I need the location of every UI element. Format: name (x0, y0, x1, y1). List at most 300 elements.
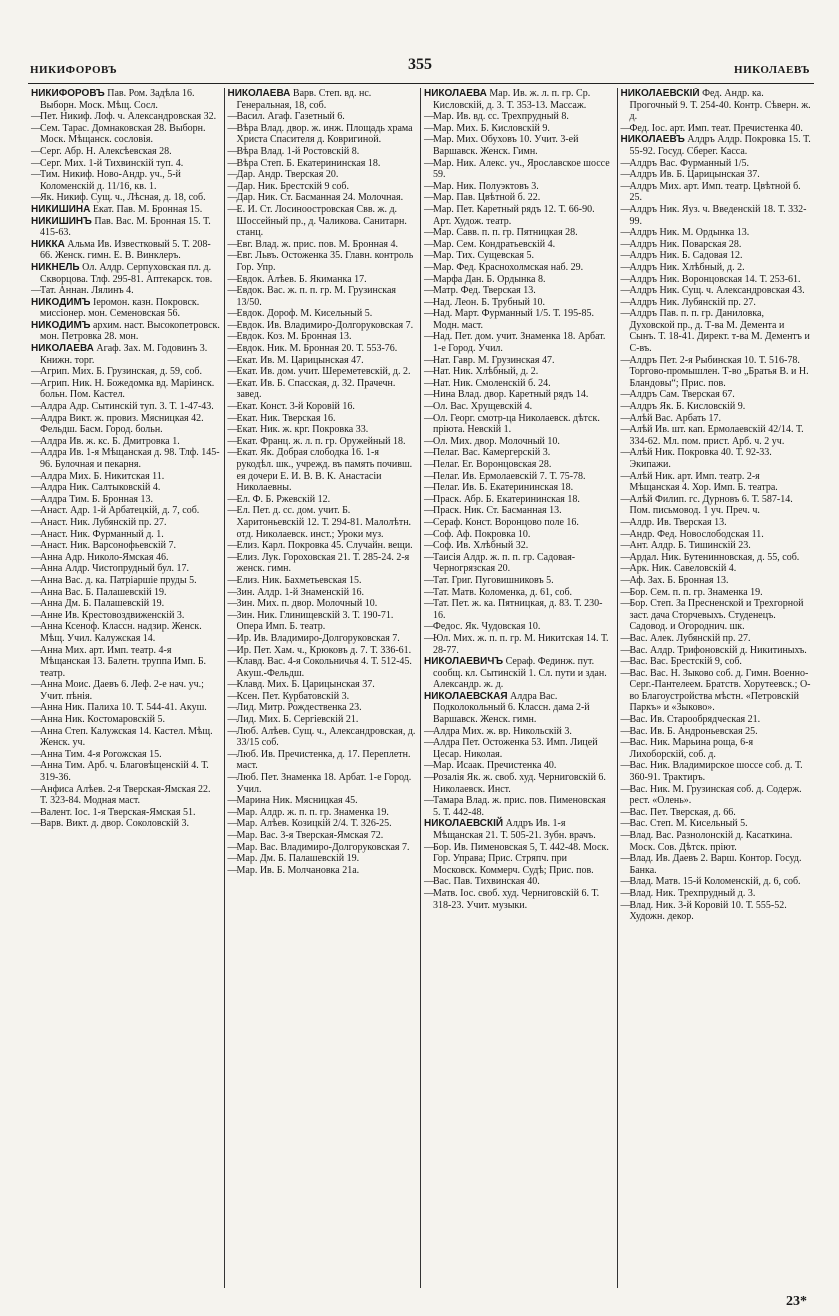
directory-entry (228, 552, 418, 575)
entry-text: Алѣй Ник. арт. Имп. театр. 2-я Мѣщанская 4. Хор. Имп. Б. театра. (629, 470, 778, 494)
entry-text: Праск. Ник. Ст. Басманная 13. (433, 505, 562, 517)
ditto-dash: — (620, 528, 631, 540)
entry-text: Вас. Ник. Владимирское шоссе соб. д. Т. 360-91. Трактиръ. (629, 760, 803, 784)
directory-entry (228, 807, 418, 819)
ditto-dash: — (620, 273, 631, 285)
ditto-dash: — (227, 343, 238, 355)
ditto-dash: — (620, 227, 631, 239)
directory-entry (228, 436, 418, 448)
entry-text: Алдръ Ник. Лубянскій пр. 27. (629, 296, 756, 308)
directory-entry (31, 366, 221, 378)
entry-text: Алдръ Ник. Поварская 28. (629, 238, 742, 250)
entry-text: Марфа Дан. Б. Ордынка 8. (433, 273, 546, 285)
directory-entry (424, 111, 614, 123)
directory-entry (424, 540, 614, 552)
directory-entry (621, 88, 812, 123)
ditto-dash: — (227, 435, 238, 447)
entry-text: Варв. Степ. вд. нс. Генеральная, 18, соб. (236, 88, 372, 111)
entry-text: Клавд. Мих. Б. Царицынская 37. (236, 679, 375, 691)
ditto-dash: — (227, 354, 238, 366)
ditto-dash: — (31, 621, 41, 633)
directory-entry (424, 181, 614, 193)
ditto-dash: — (424, 586, 434, 598)
ditto-dash: — (227, 273, 238, 285)
directory-entry (621, 355, 812, 390)
entry-text: Алѣй Вас. Арбать 17. (629, 412, 721, 424)
entry-text: Влад. Матв. 15-й Коломенскій, д. 6, соб. (629, 876, 801, 888)
entry-text: Фед. Андр. ка. Прогочный 9. Т. 254-40. Контр. Сѣверн. ж. д. (629, 88, 811, 123)
entry-text: Алѣй Ник. Покровка 40. Т. 92-33. Экипажи. (629, 447, 772, 470)
directory-entry (424, 621, 614, 633)
entry-text: Алдръ Ник. Хлѣбный, д. 2. (629, 261, 745, 273)
page-header (30, 56, 810, 78)
directory-entry (228, 842, 418, 854)
ditto-dash: — (31, 540, 41, 552)
directory-entry (621, 262, 812, 274)
directory-entry (228, 598, 418, 610)
ditto-dash: — (424, 377, 434, 389)
directory-entry (31, 621, 221, 644)
entry-text: Ант. Алдр. Б. Тишинскій 23. (629, 540, 751, 552)
ditto-dash: — (424, 621, 434, 633)
ditto-dash: — (620, 157, 631, 169)
directory-entry (31, 679, 221, 702)
entry-text: Вас. Ник. М. Грузинская соб. д. Содерж. рест. «Олень». (629, 783, 802, 807)
ditto-dash: — (227, 111, 238, 123)
ditto-dash: — (424, 725, 434, 737)
directory-entry (228, 204, 418, 239)
ditto-dash: — (31, 505, 41, 517)
ditto-dash: — (424, 540, 434, 552)
ditto-dash: — (227, 551, 238, 563)
directory-entry (228, 250, 418, 273)
ditto-dash: — (227, 250, 238, 262)
ditto-dash: — (424, 227, 434, 239)
entry-surname: НИККА (31, 238, 65, 250)
entry-text: Мар. Мих. Обуховъ 10. Учит. 3-ей Варшавск. Женск. Гимн. (433, 134, 579, 157)
entry-text: Алдръ Мих. арт. Имп. театр. Цвѣтной б. 25. (629, 180, 801, 204)
entry-text: Вас. Ив. Б. Андроньевская 25. (629, 725, 758, 737)
entry-text: Анаст. Адр. 1-й Арбатецкій, д. 7, соб. (40, 505, 200, 517)
ditto-dash: — (227, 401, 238, 413)
entry-text: Алдръ Ник. Сущ. ч. Александровская 43. (629, 285, 805, 297)
ditto-dash: — (424, 157, 434, 169)
entry-text: Бор. Ив. Пименовская 5, Т. 442-48. Моск. Гор. Управа; Прис. Стряпч. при Московск. Коммерч. Судѣ; Прис. пов. (433, 841, 609, 876)
directory-entry (31, 505, 221, 517)
entry-text: Марина Ник. Мясницкая 45. (236, 795, 358, 807)
entry-surname: НИКОЛАЕВА (31, 343, 94, 355)
ditto-dash: — (31, 285, 41, 297)
ditto-dash: — (620, 296, 631, 308)
directory-entry (424, 529, 614, 541)
ditto-dash: — (227, 772, 238, 784)
entry-text: Клавд. Вас. 4-я Сокольничья 4. Т. 512-45. Акуш.-Фельдш. (236, 656, 412, 679)
ditto-dash: — (227, 412, 238, 424)
directory-entry (31, 818, 221, 830)
directory-entry (228, 656, 418, 679)
entry-text: Анфиса Алѣев. 2-я Тверская-Ямская 22. Т. 323-84. Модная маст. (40, 783, 211, 807)
ditto-dash: — (31, 145, 41, 157)
ditto-dash: — (620, 261, 631, 273)
ditto-dash: — (620, 122, 631, 134)
ditto-dash: — (227, 238, 238, 250)
ditto-dash: — (227, 377, 238, 389)
ditto-dash: — (424, 389, 434, 401)
entry-text: Алдра Ив. ж. кс. Б. Дмитровка 1. (40, 435, 180, 447)
running-head-left: НИКИФОРОВЪ (30, 64, 118, 76)
entry-text: Над. Леон. Б. Трубный 10. (433, 296, 545, 308)
directory-entry (31, 192, 221, 204)
ditto-dash: — (31, 401, 41, 413)
directory-entry (621, 134, 812, 157)
entry-text: Влад. Ник. 3-й Коровій 10. Т. 555-52. Художн. декор. (629, 899, 787, 923)
ditto-dash: — (620, 632, 631, 644)
directory-entry (31, 575, 221, 587)
entry-text: Алдра Ив. 1-я Мѣщанская д. 98. Тлф. 145-96. Булочная и пекарня. (40, 447, 220, 470)
directory-entry (621, 888, 812, 900)
entry-text: Анна Вас. д. ка. Патріаршіе пруды 5. (40, 574, 197, 586)
entry-text: Ел. Пет. д. сс. дом. учит. Б. Харитоньевскій 12. Т. 294-81. Малолѣтн. отд. Николаевск. инст.; Уроки муз. (236, 505, 412, 540)
ditto-dash: — (424, 574, 434, 586)
ditto-dash: — (424, 192, 434, 204)
entry-text: Сем. Тарас. Домнаковская 28. Выборн. Моск. Мѣщанск. сословія. (40, 122, 206, 146)
directory-entry (621, 737, 812, 760)
directory-entry (228, 343, 418, 355)
ditto-dash: — (424, 876, 434, 888)
directory-entry (31, 447, 221, 470)
entry-text: Анна Ник. Костомаровскій 5. (40, 714, 165, 726)
directory-entry (31, 494, 221, 506)
directory-entry (31, 726, 221, 749)
directory-entry (31, 552, 221, 564)
entry-text: Як. Никиф. Сущ. ч., Лѣсная, д. 18, соб. (40, 192, 206, 204)
entry-text: Алдра Ник. Салтыковскій 4. (40, 482, 161, 494)
directory-entry (228, 308, 418, 320)
entry-text: Бор. Сем. п. п. гр. Знаменка 19. (629, 586, 763, 598)
entry-text: Люб. Ив. Пречистенка, д. 17. Переплетн. маст. (236, 748, 411, 772)
ditto-dash: — (31, 412, 41, 424)
entry-text: Федос. Як. Чудовская 10. (433, 621, 541, 633)
running-head-right: НИКОЛАЕВЪ (734, 64, 810, 76)
directory-entry (31, 239, 221, 262)
entry-text: Серг. Мих. 1-й Тихвинскій туп. 4. (40, 157, 184, 169)
entry-text: Алдръ Пав. п. п. гр. Даниловка, Духовской пр., д. Т-ва М. Демента и Сынъ. Т. 18-41. Директ. т-ва М. Дементъ и С-въ. (629, 308, 810, 355)
directory-entry (621, 308, 812, 354)
entry-surname: НИКОЛАЕВА (424, 88, 487, 99)
entry-text: Алдра Адр. Сытинскій туп. 3. Т. 1-47-43. (40, 401, 214, 413)
directory-entry (621, 760, 812, 783)
directory-entry (621, 413, 812, 425)
entry-text: Мар. Фед. Краснохолмская наб. 29. (433, 261, 584, 273)
entry-text: Екат. Ив. дом. учит. Шереметевскій, д. 2. (236, 366, 411, 378)
directory-entry (228, 424, 418, 436)
entry-text: Бор. Степ. За Пресненской и Трехгорной заст. дача Сторчевыхъ. Студенецъ. Садовод. и Огороднич. шк. (629, 598, 804, 633)
entry-text: Анаст. Ник. Варсонофьевскій 7. (40, 540, 176, 552)
directory-entry (31, 111, 221, 123)
entry-text: Лид. Митр. Рождественка 23. (236, 702, 362, 714)
entry-text: Мар. Ив. вд. сс. Трехпрудный 8. (433, 111, 569, 123)
entry-text: Анна Моис. Даевъ 6. Леф. 2-е нач. уч.; Учит. пѣнія. (40, 679, 204, 702)
entry-surname: НИКОЛАЕВА (227, 88, 291, 99)
entry-text: Нат. Ник. Хлѣбный, д. 2. (433, 366, 539, 378)
ditto-dash: — (31, 609, 41, 621)
directory-entry (621, 656, 812, 668)
ditto-dash: — (424, 331, 434, 343)
ditto-dash: — (620, 354, 631, 366)
ditto-dash: — (424, 134, 434, 146)
directory-entry (621, 227, 812, 239)
entry-text: Вас. Степ. М. Кисельный 5. (629, 818, 748, 830)
ditto-dash: — (31, 528, 41, 540)
entry-text: Аф. Зах. Б. Бронная 13. (629, 574, 729, 586)
directory-entry (424, 436, 614, 448)
directory-entry (424, 274, 614, 286)
ditto-dash: — (620, 598, 631, 610)
directory-entry (621, 726, 812, 738)
ditto-dash: — (31, 157, 41, 169)
directory-entry (621, 447, 812, 470)
entry-text: Алдра Мих. Б. Никитская 11. (40, 470, 165, 482)
ditto-dash: — (620, 783, 631, 795)
directory-entry (228, 111, 418, 123)
directory-entry (31, 88, 221, 111)
entry-text: Тамара Влад. ж. прис. пов. Пименовская 5. Т. 442-48. (433, 795, 606, 818)
directory-entry (424, 308, 614, 331)
directory-entry (424, 239, 614, 251)
directory-entry (228, 505, 418, 540)
entry-text: Фед. Іос. арт. Имп. теат. Пречистенка 40. (629, 122, 803, 134)
ditto-dash: — (227, 609, 238, 621)
entry-text: архим. наст. Высокопетровск. мон. Петровка 28. мон. (40, 319, 220, 343)
directory-entry (31, 529, 221, 541)
directory-entry (424, 818, 614, 841)
ditto-dash: — (620, 656, 631, 668)
directory-entry (621, 645, 812, 657)
directory-entry (621, 517, 812, 529)
entry-text: Евдок. Ник. М. Бронная 20. Т. 553-76. (236, 343, 398, 355)
directory-entry (424, 726, 614, 738)
directory-entry (621, 123, 812, 135)
entry-text: Пав. Вас. М. Бронная 15. Т. 415-63. (40, 215, 211, 239)
ditto-dash: — (227, 505, 238, 517)
ditto-dash: — (620, 853, 631, 865)
ditto-dash: — (424, 238, 434, 250)
directory-entry (621, 471, 812, 494)
entry-text: Ол. Мих. двор. Молочный 10. (433, 435, 560, 447)
directory-entry (228, 355, 418, 367)
entry-surname: НИКОЛАЕВСКАЯ (424, 690, 508, 702)
ditto-dash: — (620, 667, 631, 679)
directory-entry (228, 795, 418, 807)
entry-text: Васил. Агаф. Газетный 6. (236, 111, 345, 123)
ditto-dash: — (227, 632, 238, 644)
directory-entry (31, 540, 221, 552)
entry-text: Арк. Ник. Савеловскій 4. (629, 563, 737, 575)
entry-text: Агаф. Зах. М. Годовинъ 3. Книжн. торг. (40, 343, 208, 366)
ditto-dash: — (424, 551, 434, 563)
entry-text: Евдок. Алѣев. Б. Якиманка 17. (236, 273, 367, 285)
directory-entry (228, 830, 418, 842)
directory-entry (31, 216, 221, 239)
directory-entry (228, 714, 418, 726)
directory-entry (228, 818, 418, 830)
ditto-dash: — (620, 586, 631, 598)
ditto-dash: — (227, 830, 238, 841)
entry-text: Дар. Андр. Тверская 20. (236, 169, 339, 181)
directory-entry (424, 366, 614, 378)
directory-entry (424, 459, 614, 471)
entry-text: Анне Ив. Крестовоздвиженскій 3. (40, 609, 185, 621)
ditto-dash: — (227, 725, 238, 737)
directory-entry (31, 784, 221, 807)
ditto-dash: — (227, 493, 238, 505)
entry-text: Вѣра Влад. двор. ж. инж. Площадь храма Христа Спасителя д. Ковригиной. (236, 122, 413, 146)
directory-entry (228, 331, 418, 343)
entry-surname: НИКИФОРОВЪ (31, 88, 105, 99)
entry-text: Вас. Вас. Брестскій 9, соб. (629, 656, 742, 668)
entry-text: Алдръ Пет. 2-я Рыбинская 10. Т. 516-78. Торгово-промышлен. Т-во „Братья В. и Н. Бландовы“; Прис. пов. (629, 354, 809, 389)
directory-entry (31, 714, 221, 726)
column-3 (421, 88, 618, 1288)
entry-text: Алѣй Ив. шт. кап. Ермолаевскій 42/14. Т. 334-62. Мл. пом. прист. Арб. ч. 2 уч. (629, 424, 804, 447)
entry-text: Вас. Алек. Лубянскій пр. 27. (629, 632, 751, 644)
directory-entry (621, 587, 812, 599)
entry-text: Нат. Ник. Смоленскій б. 24. (433, 377, 551, 389)
entry-text: Екат. Ник. Тверская 16. (236, 412, 336, 424)
entry-text: Мар. Ив. Б. Молчановка 21а. (236, 864, 360, 876)
directory-entry (228, 575, 418, 587)
directory-entry (228, 633, 418, 645)
ditto-dash: — (620, 806, 631, 818)
directory-entry (424, 250, 614, 262)
directory-entry (424, 389, 614, 401)
directory-entry (228, 158, 418, 170)
directory-entry (621, 563, 812, 575)
entry-text: Праск. Абр. Б. Екатерининская 18. (433, 493, 580, 505)
directory-entry (424, 842, 614, 877)
column-2 (225, 88, 422, 1288)
directory-entry (424, 772, 614, 795)
entry-surname: НИКОЛАЕВИЧЪ (424, 656, 504, 668)
ditto-dash: — (227, 424, 238, 436)
ditto-dash: — (620, 725, 631, 737)
directory-entry (424, 575, 614, 587)
ditto-dash: — (227, 180, 238, 192)
entry-text: Тат. Матв. Коломенка, д. 61, соб. (433, 586, 573, 598)
directory-entry (31, 297, 221, 320)
directory-entry (621, 297, 812, 309)
ditto-dash: — (620, 308, 631, 320)
directory-entry (621, 239, 812, 251)
directory-entry (228, 378, 418, 401)
ditto-dash: — (31, 574, 41, 586)
directory-entry (228, 123, 418, 146)
directory-entry (228, 366, 418, 378)
directory-entry (424, 123, 614, 135)
entry-text: Пелаг. Ег. Воронцовская 28. (433, 459, 552, 470)
ditto-dash: — (31, 702, 41, 714)
entry-text: Мар. Вас. Владимиро-Долгоруковская 7. (236, 841, 410, 853)
directory-entry (228, 285, 418, 308)
ditto-dash: — (424, 470, 434, 482)
directory-entry (621, 250, 812, 262)
ditto-dash: — (227, 690, 238, 702)
directory-entry (424, 598, 614, 621)
entry-text: Розалія Як. ж. своб. худ. Черниговскій 6. Николаевск. Инст. (433, 772, 606, 795)
entry-text: Над. Пет. дом. учит. Знаменка 18. Арбат. 1-е Город. Учил. (433, 331, 606, 355)
ditto-dash: — (620, 876, 631, 888)
directory-entry (31, 401, 221, 413)
entry-text: Евдок. Вас. ж. п. п. гр. М. Грузинская 13/50. (236, 285, 397, 308)
ditto-dash: — (424, 459, 434, 470)
entry-text: Екат. Франц. ж. л. п. гр. Оружейный 18. (236, 435, 406, 447)
directory-entry (424, 192, 614, 204)
entry-text: Евдок. Дороф. М. Кисельный 5. (236, 308, 373, 320)
directory-entry (424, 134, 614, 157)
ditto-dash: — (31, 551, 41, 563)
entry-text: Люб. Алѣев. Сущ. ч., Александровская, д. 33/15 соб. (236, 725, 416, 749)
entry-text: Анна Ник. Палиха 10. Т. 544-41. Акуш. (40, 702, 207, 714)
directory-entry (228, 865, 418, 877)
ditto-dash: — (424, 111, 434, 123)
entry-text: Сераф. Конст. Воронцово поле 16. (433, 516, 579, 528)
ditto-dash: — (227, 679, 238, 691)
directory-entry (621, 830, 812, 853)
directory-entry (424, 633, 614, 656)
directory-entry (228, 726, 418, 749)
ditto-dash: — (620, 412, 631, 424)
page-number: 355 (408, 56, 432, 73)
directory-entry (424, 691, 614, 726)
ditto-dash: — (424, 760, 434, 772)
directory-entry (228, 853, 418, 865)
ditto-dash: — (31, 760, 41, 772)
directory-entry (424, 297, 614, 309)
entry-text: Анна Тим. 4-я Рогожская 15. (40, 748, 162, 760)
entry-text: Мар. Алдр. ж. п. п. гр. Знаменка 19. (236, 806, 389, 818)
entry-text: Соф. Аф. Покровка 10. (433, 528, 531, 540)
ditto-dash: — (424, 528, 434, 540)
directory-entry (621, 204, 812, 227)
directory-entry (31, 436, 221, 448)
entry-text: Мар. Пав. Цвѣтной б. 22. (433, 192, 541, 204)
directory-entry (621, 494, 812, 517)
directory-entry (228, 772, 418, 795)
entry-text: Анна Ксеноф. Классн. надзир. Женск. Мѣщ. Учил. Калужская 14. (40, 621, 202, 644)
ditto-dash: — (31, 748, 41, 760)
directory-entry (31, 146, 221, 158)
entry-text: Алѣй Филип. гс. Дурновъ 6. Т. 587-14. Пом. письмовод. 1 уч. Преч. ч. (629, 493, 793, 517)
entry-text: Анаст. Ник. Фурманный д. 1. (40, 528, 164, 540)
ditto-dash: — (227, 748, 238, 760)
entry-text: Вас. Ник. Марьина роща, 6-я Лихоборскій, соб. д. (629, 737, 754, 760)
ditto-dash: — (424, 482, 434, 494)
ditto-dash: — (227, 586, 238, 598)
entry-text: Ардал. Ник. Бутенинновская, д. 55, соб. (629, 551, 800, 563)
ditto-dash: — (31, 435, 41, 447)
ditto-dash: — (227, 598, 238, 610)
directory-entry (424, 482, 614, 494)
directory-entry (621, 285, 812, 297)
ditto-dash: — (424, 354, 434, 366)
entry-text: Анна Алдр. Чистопрудный бул. 17. (40, 563, 190, 575)
ditto-dash: — (620, 389, 631, 401)
entry-text: Влад. Ив. Даевъ 2. Варш. Контор. Госуд. Банка. (629, 853, 802, 876)
ditto-dash: — (620, 644, 631, 656)
ditto-dash: — (31, 586, 41, 598)
entry-text: Алдръ Ник. М. Ордынка 13. (629, 227, 750, 239)
entry-text: Елиз. Ник. Бахметьевская 15. (236, 574, 362, 586)
